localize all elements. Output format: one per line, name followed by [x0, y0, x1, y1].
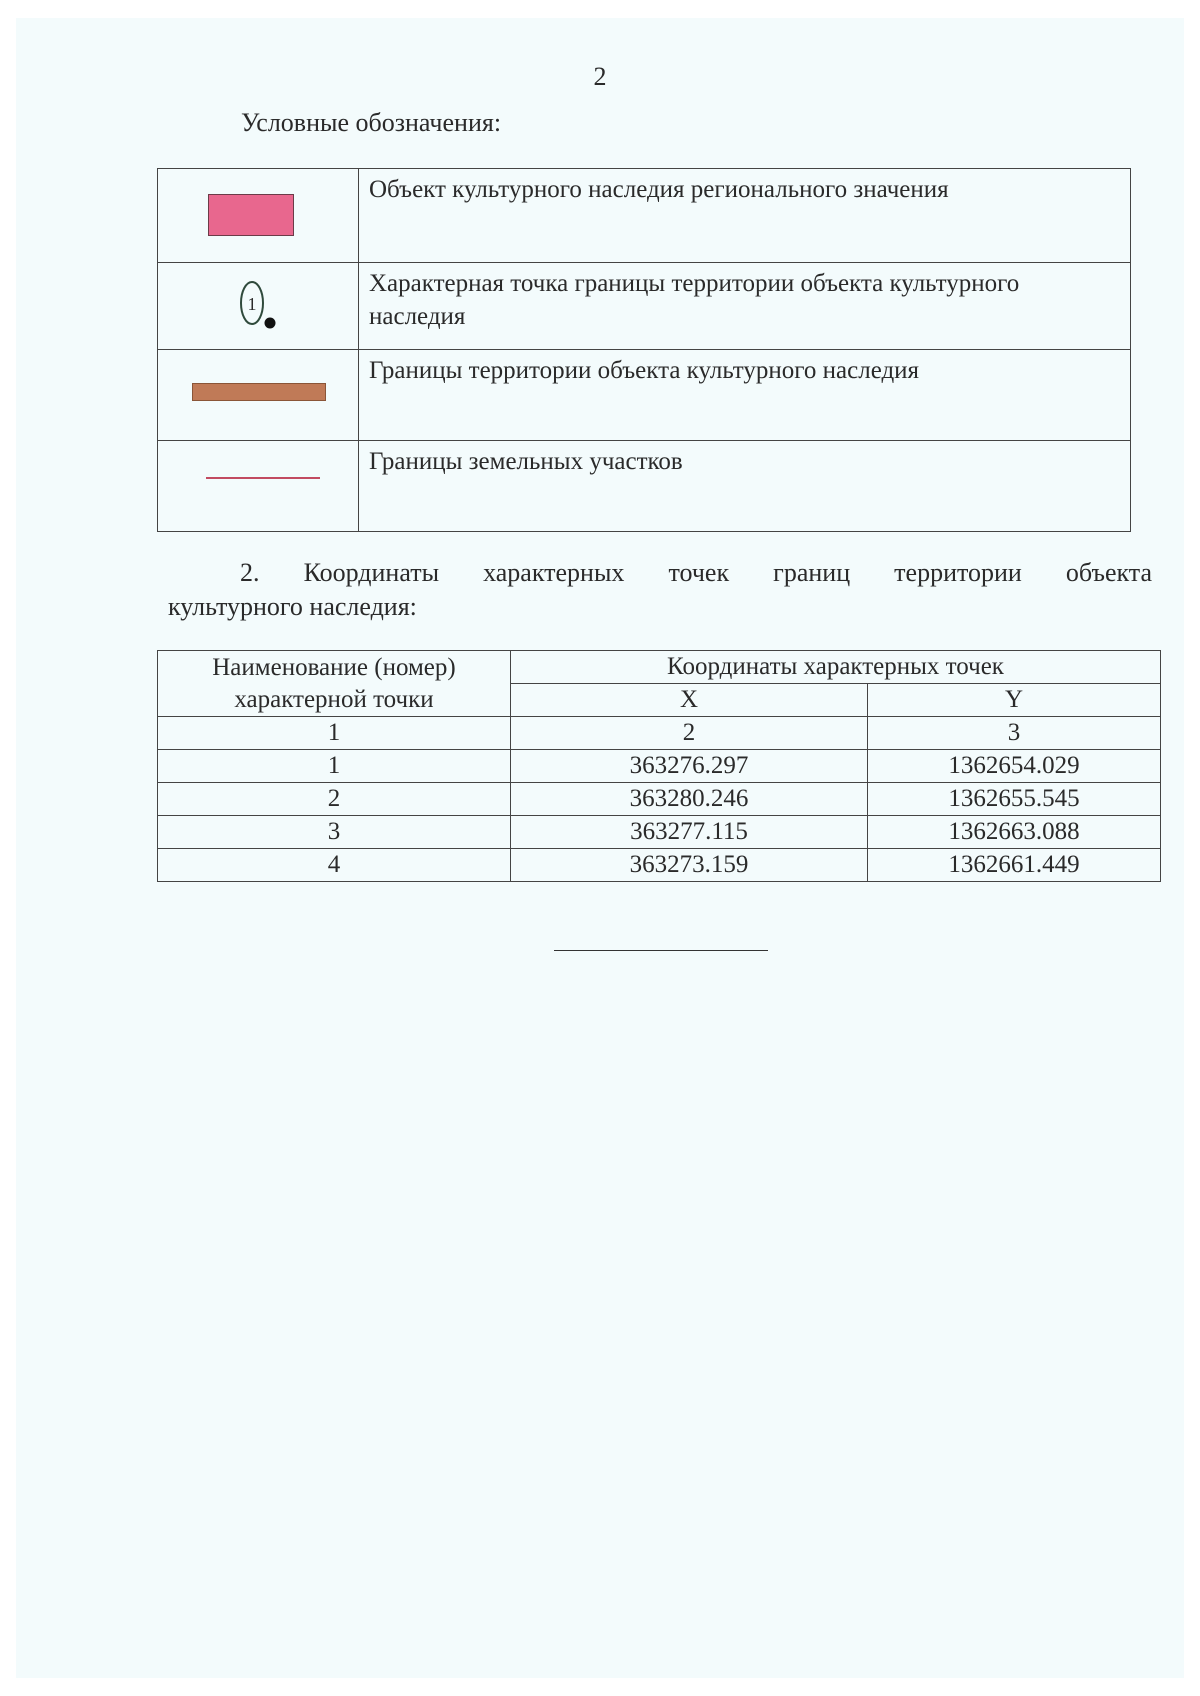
legend-title: Условные обозначения: — [241, 108, 502, 137]
legend-table — [157, 168, 1131, 532]
closing-divider — [554, 950, 768, 951]
point-name-cell: 2 — [158, 783, 511, 816]
coordinates-heading-line1: 2. Координаты характерных точек границ территории объекта — [240, 558, 1152, 587]
header-point-name: Наименование (номер) характерной точки — [158, 651, 511, 717]
legend-symbol-cell — [158, 350, 359, 441]
y-cell: 1362654.029 — [868, 750, 1161, 783]
x-cell: 363280.246 — [511, 783, 868, 816]
column-number: 2 — [511, 717, 868, 750]
table-row — [158, 783, 1161, 816]
territory-boundary-icon — [192, 383, 326, 401]
legend-row — [158, 350, 1131, 441]
x-cell: 363273.159 — [511, 849, 868, 882]
table-header-row — [158, 651, 1161, 684]
legend-symbol-cell — [158, 441, 359, 532]
legend-label: Границы территории объекта культурного наследия — [359, 350, 1131, 441]
legend-symbol-cell — [158, 263, 359, 350]
column-number: 1 — [158, 717, 511, 750]
y-cell: 1362655.545 — [868, 783, 1161, 816]
point-name-cell: 4 — [158, 849, 511, 882]
coordinates-table — [157, 650, 1161, 882]
y-cell: 1362661.449 — [868, 849, 1161, 882]
header-coordinates: Координаты характерных точек — [511, 651, 1161, 684]
column-number-row — [158, 717, 1161, 750]
coordinates-heading-line2: культурного наследия: — [168, 592, 417, 621]
legend-label: Характерная точка границы территории объекта культурного наследия — [359, 263, 1131, 350]
land-parcel-boundary-icon — [206, 477, 320, 479]
header-x: X — [511, 684, 868, 717]
legend-label: Границы земельных участков — [359, 441, 1131, 532]
table-row — [158, 750, 1161, 783]
point-name-cell: 1 — [158, 750, 511, 783]
point-name-cell: 3 — [158, 816, 511, 849]
legend-label: Объект культурного наследия регионального значения — [359, 169, 1131, 263]
legend-symbol-cell — [158, 169, 359, 263]
page-number: 2 — [593, 62, 607, 91]
point-marker-icon — [236, 277, 286, 339]
y-cell: 1362663.088 — [868, 816, 1161, 849]
table-row — [158, 816, 1161, 849]
legend-row — [158, 263, 1131, 350]
legend-row — [158, 441, 1131, 532]
header-y: Y — [868, 684, 1161, 717]
x-cell: 363277.115 — [511, 816, 868, 849]
point-dot — [265, 318, 276, 329]
x-cell: 363276.297 — [511, 750, 868, 783]
region-object-fill-icon — [208, 194, 294, 236]
point-number: 1 — [247, 294, 257, 314]
coordinates-heading — [168, 556, 1152, 624]
table-row — [158, 849, 1161, 882]
legend-row — [158, 169, 1131, 263]
column-number: 3 — [868, 717, 1161, 750]
